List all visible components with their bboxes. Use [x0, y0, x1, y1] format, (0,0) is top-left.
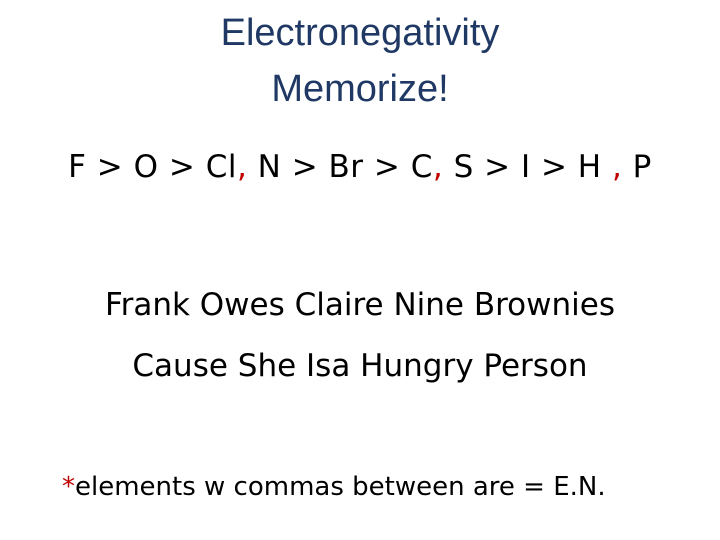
mnemonic-line-1: Frank Owes Claire Nine Brownies [105, 287, 615, 323]
order-segment-4: P [622, 149, 652, 185]
mnemonic-line-2: Cause She Isa Hungry Person [132, 348, 588, 384]
order-segment-1: F > O > Cl [68, 149, 237, 185]
order-comma-1: , [236, 149, 248, 185]
slide-title-line1: Electronegativity [220, 12, 500, 54]
footnote [62, 474, 606, 500]
slide-title-line2: Memorize! [271, 68, 449, 110]
order-comma-2: , [432, 149, 444, 185]
order-segment-2: N > Br > C [247, 149, 433, 185]
footnote-text: elements w commas between are = E.N. [75, 472, 606, 502]
order-comma-3: , [611, 149, 623, 185]
order-segment-3: S > I > H [443, 149, 612, 185]
footnote-asterisk: * [62, 472, 75, 502]
electronegativity-order [0, 149, 720, 185]
